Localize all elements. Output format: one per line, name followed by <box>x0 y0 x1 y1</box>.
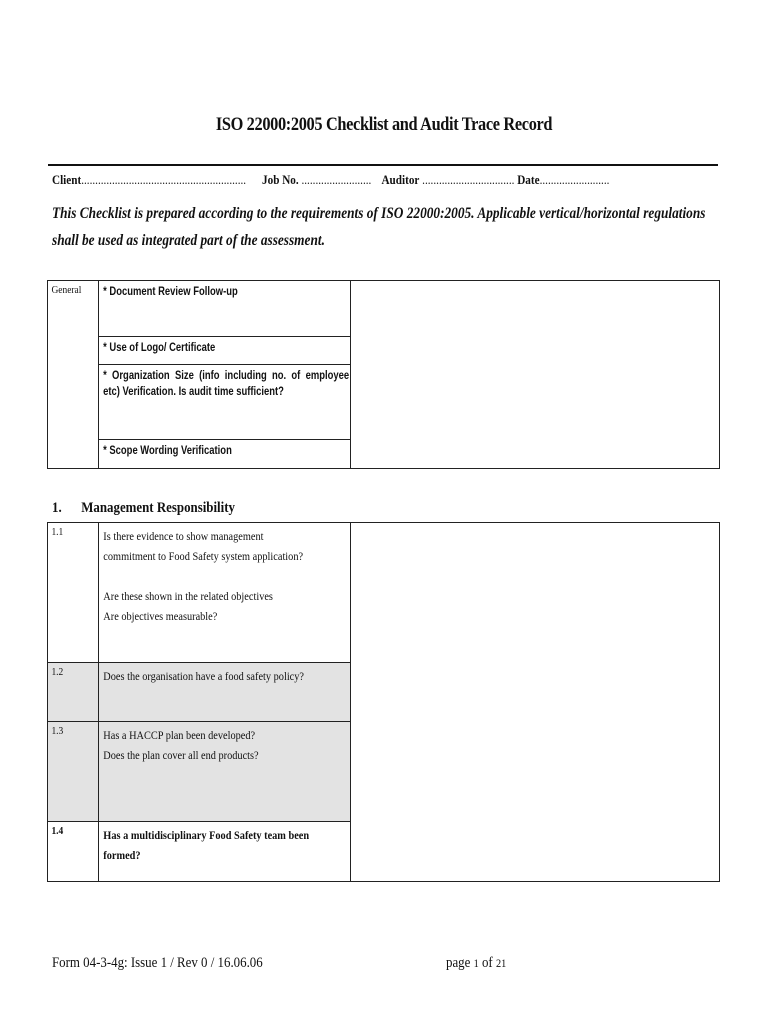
general-question-cell <box>99 337 351 365</box>
general-answer-cell[interactable] <box>351 281 720 469</box>
row-question-cell <box>99 822 351 882</box>
general-question-cell <box>99 281 351 337</box>
row-id: 1.4 <box>51 825 64 837</box>
auditor-field[interactable]: ................................. <box>419 172 515 187</box>
client-field[interactable]: ........................................................... <box>81 172 247 187</box>
general-label-cell <box>48 281 99 469</box>
general-question: * Scope Wording Verification <box>103 445 232 457</box>
general-table <box>47 280 720 469</box>
section-heading <box>52 500 235 517</box>
document-title: ISO 22000:2005 Checklist and Audit Trace Record <box>215 114 553 135</box>
row-question: Is there evidence to show management commitment to Food Safety system application? Are these shown in the related objectives Are objectives measurable? <box>103 529 304 623</box>
section1-table <box>47 522 720 882</box>
section-number: 1. <box>52 500 62 516</box>
title-underline <box>48 164 718 166</box>
intro-paragraph: This Checklist is prepared according to the requirements of ISO 22000:2005. Applicable vertical/horizontal regulations shall be used as integrated part of the assessment. <box>52 205 706 249</box>
row-id-cell <box>48 722 99 822</box>
row-question-cell <box>99 722 351 822</box>
row-id: 1.1 <box>51 526 64 538</box>
page-word: page <box>446 955 471 971</box>
general-question: * Use of Logo/ Certificate <box>103 342 216 354</box>
general-question-cell <box>99 365 351 440</box>
row-question: Has a multidisciplinary Food Safety team been formed? <box>103 828 310 862</box>
row-question: Has a HACCP plan been developed? Does the plan cover all end products? <box>103 728 259 762</box>
page-current: 1 <box>473 956 479 970</box>
job-no-field[interactable]: ......................... <box>298 172 372 187</box>
general-question: * Document Review Follow-up <box>103 286 238 298</box>
general-label: General <box>51 284 82 296</box>
row-id: 1.2 <box>51 666 64 678</box>
footer-page-number <box>446 955 506 972</box>
date-field[interactable]: ......................... <box>539 172 610 187</box>
row-id-cell <box>48 822 99 882</box>
row-question-cell <box>99 663 351 722</box>
general-question-cell <box>99 440 351 469</box>
row-id-cell <box>48 523 99 663</box>
of-word: of <box>481 955 493 971</box>
footer-form-ref: Form 04-3-4g: Issue 1 / Rev 0 / 16.06.06 <box>52 955 263 971</box>
page-total: 21 <box>495 956 507 970</box>
row-question: Does the organisation have a food safety policy? <box>103 669 305 683</box>
row-id-cell <box>48 663 99 722</box>
section1-answer-cell[interactable] <box>351 523 720 882</box>
row-question-cell <box>99 523 351 663</box>
job-no-label: Job No. <box>262 172 299 187</box>
general-question: * Organization Size (info including no. of employee etc) Verification. Is audit time sufficient? <box>103 370 350 398</box>
info-line <box>52 172 609 188</box>
client-label: Client <box>52 172 82 187</box>
section-title: Management Responsibility <box>81 500 235 516</box>
date-label: Date <box>517 172 540 187</box>
row-id: 1.3 <box>51 725 64 737</box>
auditor-label: Auditor <box>381 172 420 187</box>
